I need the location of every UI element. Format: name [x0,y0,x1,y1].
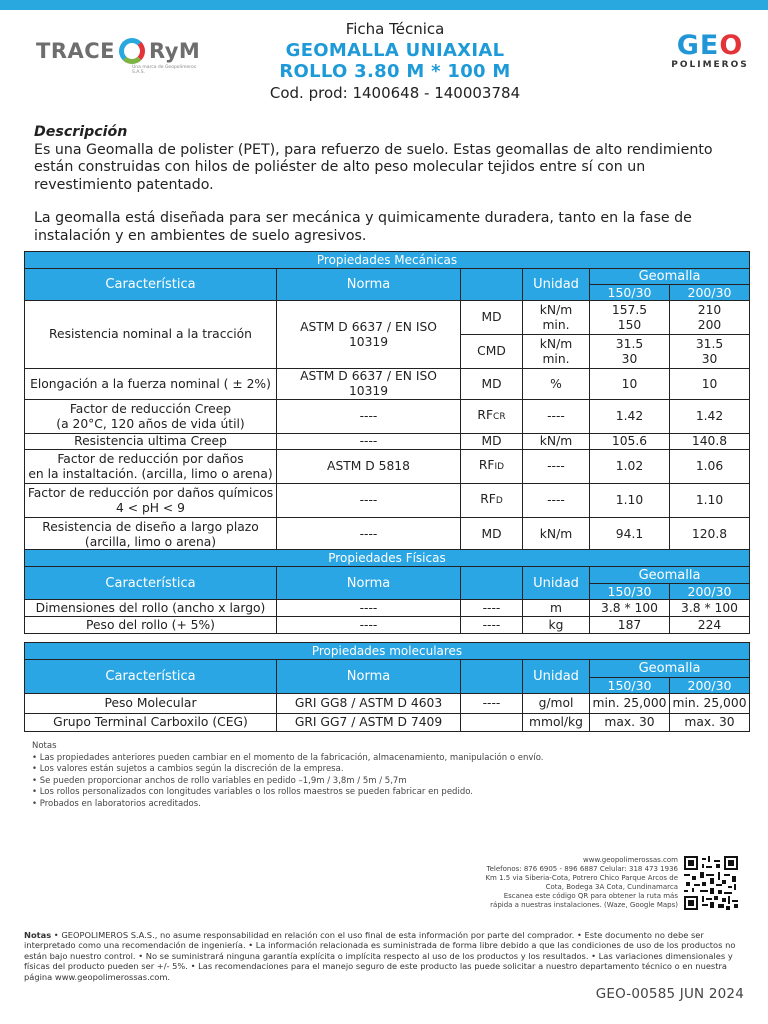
header-150-30: 150/30 [590,678,670,694]
qr-caption: rápida a nuestras instalaciones. (Waze, Google Maps) [490,901,678,909]
document-code: GEO-00585 JUN 2024 [595,986,744,1002]
description-heading: Descripción [34,124,128,140]
legal-disclaimer [24,930,742,982]
header-caracteristica: Característica [25,660,277,694]
ficha-label: Ficha Técnica [345,20,445,38]
header-blank [461,269,523,301]
header-geomalla: Geomalla [590,269,750,285]
geo-wordmark: GEO [676,30,744,61]
table-row: Grupo Terminal Carboxilo (CEG) GRI GG7 / ASTM D 7409 mmol/kg max. 30 max. 30 [25,714,750,732]
header-geomalla: Geomalla [590,567,750,584]
address-line: Cota, Bodega 3A Cota, Cundinamarca [545,883,678,891]
header-200-30: 200/30 [670,285,750,301]
section-title: Propiedades Físicas [25,550,750,567]
description-section [34,124,740,261]
table-row: Resistencia nominal a la tracción ASTM D 6637 / EN ISO 10319 MD kN/m min. 157.5 150 210 200 [25,301,750,335]
section-title: Propiedades Mecánicas [25,252,750,269]
header-150-30: 150/30 [590,285,670,301]
table-row: CMD kN/m min. 31.5 30 31.5 30 [25,335,750,369]
note-item: • Los rollos personalizados con longitudes variables o los rollos maestros se pueden fabricar en pedido. [32,787,473,797]
legal-label: Notas [24,930,52,940]
table-row: Factor de reducción Creep (a 20°C, 120 años de vida útil) ---- RFCR ---- 1.42 1.42 [25,400,750,434]
note-item: • Las propiedades anteriores pueden cambiar en el momento de la fabricación, almacenamiento, manipulación o envío. [32,752,544,763]
description-paragraph: La geomalla está diseñada para ser mecánica y quimicamente duradera, tanto en la fase de instalación y en ambientes de suelo agresivos. [34,210,692,244]
header-unidad: Unidad [523,567,590,600]
header-norma: Norma [277,269,461,301]
header-caracteristica: Característica [25,269,277,301]
qr-caption: Escanea este código QR para obtener la ruta más [503,892,678,900]
header-blank [461,567,523,600]
legal-text: • GEOPOLIMEROS S.A.S., no asume responsabilidad en relación con el uso final de esta información por parte del comprador. • Este documento no debe ser interpretado como una recomendación de ingeniería. • La información relacionada es suministrada de forma libre debido a que las condiciones de uso de los productos no están bajo nuestro control. • No se suministrará ninguna garantía explícita o implícita respecto al uso de los productos y los resultados. • Las variaciones dimensionales y físicas del producto pueden ser +/- 5%. • Las recomendaciones para el manejo seguro de este producto las puede solicitar a nuestro departamento técnico o en nuestra página www.geopolimerossas.com. [24,930,736,982]
physical-properties-table [24,549,750,634]
mechanical-properties-table [24,251,750,552]
header-200-30: 200/30 [670,584,750,600]
header-blank [461,660,523,694]
table-row: Factor de reducción por daños en la instaltación. (arcilla, limo o arena) ASTM D 5818 RFID ---- 1.02 1.06 [25,450,750,484]
geopolimeros-logo [665,32,755,90]
top-accent-bar [0,0,768,10]
notes-heading: Notas [32,741,57,751]
trace-rym-wordmark: TRACE RyM [36,39,201,63]
trace-rym-logo [36,38,206,98]
note-item: • Los valores están sujetos a cambios según la discreción de la empresa. [32,764,344,774]
header-norma: Norma [277,660,461,694]
product-code: Cod. prod: 1400648 - 140003784 [269,84,521,102]
contact-info [420,856,678,910]
table-row: Resistencia de diseño a largo plazo (arcilla, limo o arena) ---- MD kN/m 94.1 120.8 [25,518,750,552]
table-row: Resistencia ultima Creep ---- MD kN/m 105.6 140.8 [25,434,750,450]
qr-code-icon [684,856,738,910]
notes-section [32,741,732,810]
polimeros-wordmark: POLIMEROS [671,60,749,70]
table-row: Dimensiones del rollo (ancho x largo) ---- ---- m 3.8 * 100 3.8 * 100 [25,600,750,617]
section-title: Propiedades moleculares [25,643,750,660]
table-row: Factor de reducción por daños químicos 4 < pH < 9 ---- RFD ---- 1.10 1.10 [25,484,750,518]
header-caracteristica: Característica [25,567,277,600]
product-subtitle: ROLLO 3.80 M * 100 M [279,61,511,82]
header-200-30: 200/30 [670,678,750,694]
header-geomalla: Geomalla [590,660,750,678]
description-paragraph: Es una Geomalla de polister (PET), para refuerzo de suelo. Estas geomallas de alto rendimiento están construidas con hilos de poliéster de alto peso molecular tejidos entre sí con un revestimiento patentado. [34,141,713,193]
table-row: Elongación a la fuerza nominal ( ± 2%) ASTM D 6637 / EN ISO 10319 MD % 10 10 [25,369,750,400]
molecular-properties-table [24,642,750,732]
product-title: GEOMALLA UNIAXIAL [285,40,505,61]
header [0,18,768,108]
phones: Telefonos: 876 6905 - 896 6887 Celular: 318 473 1936 [486,865,678,873]
header-unidad: Unidad [523,660,590,694]
header-unidad: Unidad [523,269,590,301]
title-block [230,18,560,102]
table-row: Peso Molecular GRI GG8 / ASTM D 4603 ---- g/mol min. 25,000 min. 25,000 [25,694,750,714]
logo-subtitle: Una marca de Geopolimeros S.A.S. [132,65,197,75]
table-row: Peso del rollo (+ 5%) ---- ---- kg 187 224 [25,617,750,634]
note-item: • Se pueden proporcionar anchos de rollo variables en pedido –1,9m / 3,8m / 5m / 5,7m [32,775,407,786]
website-link[interactable]: www.geopolimerossas.com [583,856,678,864]
g-circle-icon [119,38,145,64]
address-line: Km 1.5 via Siberia-Cota, Potrero Chico Parque Arcos de [485,874,678,882]
note-item: • Probados en laboratorios acreditados. [32,798,201,809]
header-150-30: 150/30 [590,584,670,600]
header-norma: Norma [277,567,461,600]
